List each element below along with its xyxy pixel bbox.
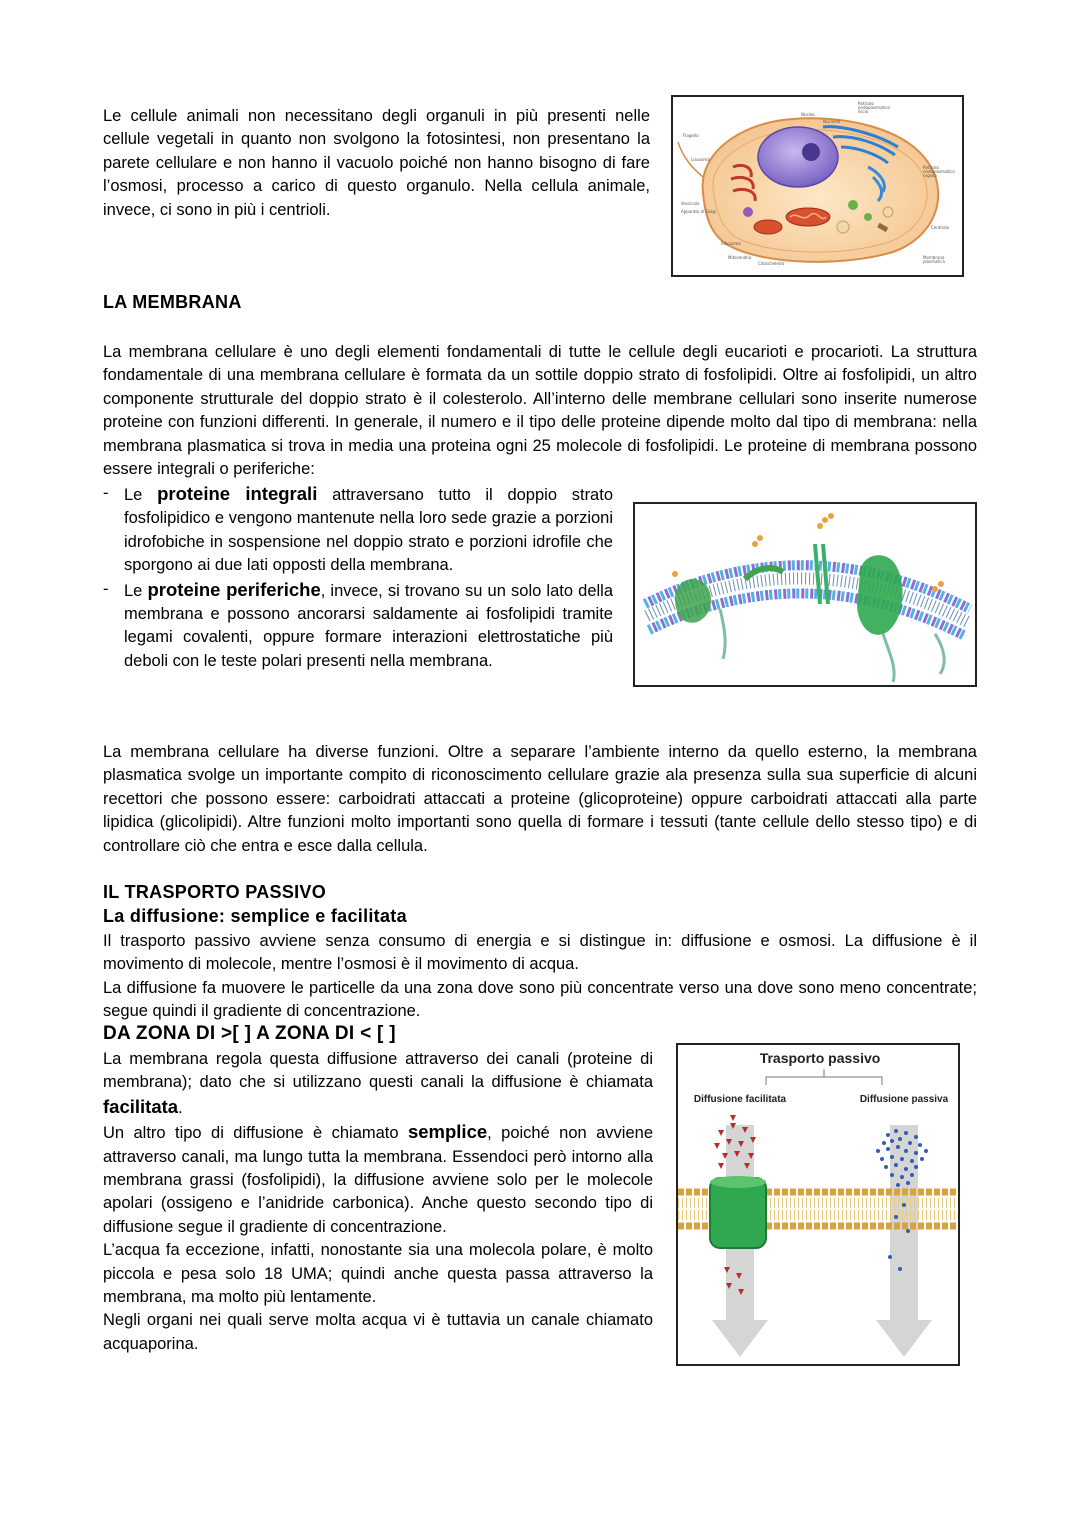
- svg-text:Nucleolo: Nucleolo: [823, 119, 841, 124]
- animal-cell-figure: [671, 95, 964, 277]
- membrana-heading: LA MEMBRANA: [103, 292, 242, 312]
- svg-text:Membrana: Membrana: [923, 255, 945, 260]
- svg-text:Nucleo: Nucleo: [801, 112, 815, 117]
- intro-paragraph: Le cellule animali non necessitano degli organuli in più presenti nelle cellule vegetali in quanto non svolgono la fotosintesi, non presentano la parete cellulare e non hanno il vacuolo poiché non hanno bisogno di fare l’osmosi, processo a carico di questo organulo. Nella cellula animale, invece, ci sono in più i centrioli.: [103, 107, 650, 219]
- svg-text:plasmatica: plasmatica: [923, 259, 945, 264]
- protein-types-list: [103, 482, 613, 673]
- term-integral-proteins: proteine integrali: [157, 483, 318, 504]
- membrana-paragraph-2: La membrana cellulare ha diverse funzioni. Oltre a separare l’ambiente interno da quello esterno, la membrana plasmatica svolge un importante compito di riconoscimento cellulare grazie ala presenza sulla sua superficie di alcuni recettori che possono essere: carboidrati attaccati a proteine (glicoproteine) oppure carboidrati attaccati alla parte lipidica (glicolipidi). Altre funzioni molto importanti sono quella di formare i tessuti (tante cellule dello stesso tipo) e di controllare ciò che entra e esce dalla cellula.: [103, 743, 977, 855]
- facilitated-diffusion-label: Diffusione facilitata: [693, 1094, 787, 1105]
- svg-text:Reticolo: Reticolo: [923, 165, 939, 170]
- trasporto-paragraph-1: Il trasporto passivo avviene senza consumo di energia e si distingue in: diffusione e osmosi. La diffusione è il movimento di molecole, mentre l’osmosi è il movimento di acqua. La diffusione fa muovere le particelle da una zona dove sono più concentrate verso una dove sono meno concentrate; segue quindi il gradiente di concentrazione.: [103, 930, 977, 1024]
- aquaporin-text: Negli organi nei quali serve molta acqua vi è tuttavia un canale chiamato acquaporina.: [103, 1311, 653, 1353]
- membrane-figure: [633, 502, 977, 687]
- svg-text:liscio: liscio: [858, 109, 869, 114]
- channel-protein: [710, 1178, 766, 1248]
- trasporto-paragraph-2: La diffusione fa muovere le particelle da una zona dove sono più concentrate verso una dove sono meno concentrate; segue quindi il gradiente di concentrazione.: [103, 978, 977, 1021]
- list-item-peripheral-proteins: - Le proteine periferiche, invece, si trovano su un solo lato della membrana e possono ancorarsi saldamente ai fosfolipidi tramite legami covalenti, oppure formare interazioni elettrostatiche più deboli con le teste polari presenti nella membrana.: [103, 578, 613, 670]
- transport-figure: [676, 1043, 960, 1366]
- water-text: L’acqua fa eccezione, infatti, nonostante sia una molecola polare, è molto piccola e pesa solo 18 UMA; quindi anche questa passa attraverso la membrana, ma molto più lentamente.: [103, 1241, 653, 1307]
- svg-text:Ribosoma: Ribosoma: [721, 241, 741, 246]
- term-peripheral-proteins: proteine periferiche: [147, 578, 321, 600]
- svg-text:Flagello: Flagello: [683, 133, 699, 138]
- facilitated-diffusion-text: La membrana regola questa diffusione attraverso dei canali (proteine di membrana); dato che si utilizzano questi canali la diffusione è chiamata facilitata.: [103, 1050, 653, 1117]
- svg-text:Reticolo: Reticolo: [858, 101, 874, 106]
- svg-text:Citoscheletro: Citoscheletro: [758, 261, 785, 266]
- phospholipid-bilayer-illustration: [635, 504, 975, 685]
- svg-text:Mitocondrio: Mitocondrio: [728, 255, 752, 260]
- simple-diffusion-text: Un altro tipo di diffusione è chiamato semplice, poiché non avviene attraverso canali, ma lungo tutta la membrana. Essendoci però intorno alla membrana grassi (fosfolipidi), la diffusione avviene solo per le molecole apolari (ossigeno e l’anidride carbonica). Anche questo secondo tipo di diffusione segue il gradiente di concentrazione.: [103, 1121, 653, 1236]
- concentration-zone-line: DA ZONA DI >[ ] A ZONA DI < [ ]: [103, 1023, 396, 1044]
- list-item-integral-proteins: - Le proteine integrali attraversano tutto il doppio strato fosfolipidico e vengono mantenute nella loro sede grazie a porzioni idrofobiche in sospensione nel doppio strato e porzioni idrofile che sporgono ai due lati opposti della membrana.: [103, 483, 613, 575]
- svg-text:Apparato di Golgi: Apparato di Golgi: [681, 209, 716, 214]
- passive-diffusion-label: Diffusione passiva: [859, 1094, 949, 1105]
- animal-cell-illustration: [673, 97, 962, 275]
- svg-text:Lisosoma: Lisosoma: [691, 157, 710, 162]
- diffusion-paragraphs: [103, 1048, 653, 1356]
- svg-text:rugoso: rugoso: [923, 173, 937, 178]
- svg-text:endoplasmatico: endoplasmatico: [858, 105, 890, 110]
- transport-figure-title: Trasporto passivo: [759, 1050, 881, 1066]
- svg-text:endoplasmatico: endoplasmatico: [923, 169, 955, 174]
- svg-text:Centriolo: Centriolo: [931, 225, 950, 230]
- trasporto-heading: IL TRASPORTO PASSIVO: [103, 882, 327, 902]
- passive-transport-diagram: [678, 1045, 958, 1364]
- svg-text:Vescicola: Vescicola: [681, 201, 700, 206]
- diffusione-subheading: La diffusione: semplice e facilitata: [103, 906, 407, 926]
- membrana-paragraph-1: La membrana cellulare è uno degli elementi fondamentali di tutte le cellule degli eucarioti e procarioti. La struttura fondamentale di una membrana cellulare è formata da un sottile doppio strato di fosfolipidi. Oltre ai fosfolipidi, un altro componente strutturale del doppio strato è il colesterolo. All’interno delle membrane cellulari sono inserite numerose proteine con funzioni differenti. In generale, il numero e il tipo delle proteine dipende molto dal tipo di membrana: nella membrana plasmatica si trova in media una proteina ogni 25 molecole di fosfolipidi. Le proteine di membrana possono essere integrali o periferiche:: [103, 343, 977, 479]
